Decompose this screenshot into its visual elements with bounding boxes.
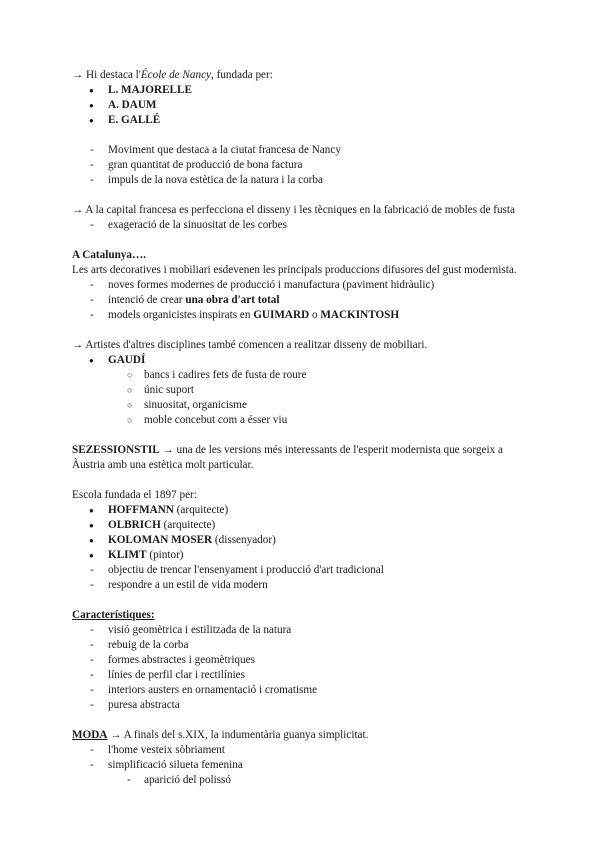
list-item: ● KLIMT (pintor) [72,548,528,563]
list-item: ○ moble concebut com a ésser viu [72,413,528,428]
paris-points-list [72,218,528,233]
list-item: - exageració de la sinuositat de les corbes [72,218,528,233]
list-item: ● A. DAUM [72,98,528,113]
catalunya-points-list [72,278,528,323]
list-item: ● KOLOMAN MOSER (dissenyador) [72,533,528,548]
list-item: - noves formes modernes de producció i manufactura (paviment hidràulic) [72,278,528,293]
list-item: - l'home vesteix sòbriament [72,743,528,758]
arrow-icon: → [162,444,174,456]
sezession-paragraph: SEZESSIONSTIL → una de les versions més interessants de l'esperit modernista que sorgeix a Àustria amb una estètica molt particular. [72,444,503,471]
list-item: ○ sinuositat, organicisme [72,398,528,413]
list-item: ● E. GALLÉ [72,113,528,128]
list-item: ● L. MAJORELLE [72,83,528,98]
nancy-founders-list [72,83,528,128]
moda-list [72,743,528,788]
list-item: - interiors austers en ornamentació i cromatisme [72,683,528,698]
list-item: - puresa abstracta [72,698,528,713]
list-item: - línies de perfil clar i rectilínies [72,668,528,683]
list-item: ● OLBRICH (arquitecte) [72,518,528,533]
list-item: - impuls de la nova estètica de la natura i la corba [72,173,528,188]
artists-paragraph: → Artistes d'altres disciplines també comencen a realitzar disseny de mobiliari. [72,339,428,351]
list-item: - objectiu de trencar l'ensenyament i producció d'art tradicional [72,563,528,578]
list-item: - rebuig de la corba [72,638,528,653]
list-item: - models organicistes inspirats en GUIMARD o MACKINTOSH [72,308,528,323]
list-item: - respondre a un estil de vida modern [72,578,528,593]
list-item: - intenció de crear una obra d'art total [72,293,528,308]
list-item: - gran quantitat de producció de bona factura [72,158,528,173]
school-members-list [72,503,528,593]
arrow-icon: → [72,204,84,216]
nancy-points-list [72,143,528,188]
gaudi-list [72,353,528,428]
list-item: ● HOFFMANN (arquitecte) [72,503,528,518]
catalunya-intro: Les arts decoratives i mobiliari esdevenen les principals produccions difusores del gust modernista. [72,264,517,276]
moda-paragraph: MODA → A finals del s.XIX, la indumentària guanya simplicitat. [72,729,369,741]
paris-paragraph: → A la capital francesa es perfecciona el disseny i les tècniques en la fabricació de mobles de fusta [72,204,515,216]
characteristics-list [72,623,528,713]
list-item: ○ únic suport [72,383,528,398]
list-item: - visió geomètrica i estilitzada de la natura [72,623,528,638]
list-item: - Moviment que destaca a la ciutat francesa de Nancy [72,143,528,158]
characteristics-heading: Característiques: [72,609,155,621]
catalunya-heading: A Catalunya…. [72,249,146,261]
nancy-intro: → Hi destaca l'École de Nancy, fundada per: [72,69,273,81]
arrow-icon: → [72,339,84,351]
list-item: - aparició del polissó [72,773,528,788]
list-item: - simplificació silueta femenina [72,758,528,773]
arrow-icon: → [72,69,84,81]
list-item: - formes abstractes i geomètriques [72,653,528,668]
arrow-icon: → [110,729,122,741]
list-item: ○ bancs i cadires fets de fusta de roure [72,368,528,383]
list-item: ● GAUDÍ [72,353,528,368]
document-page [72,68,528,788]
school-intro: Escola fundada el 1897 per: [72,489,197,501]
